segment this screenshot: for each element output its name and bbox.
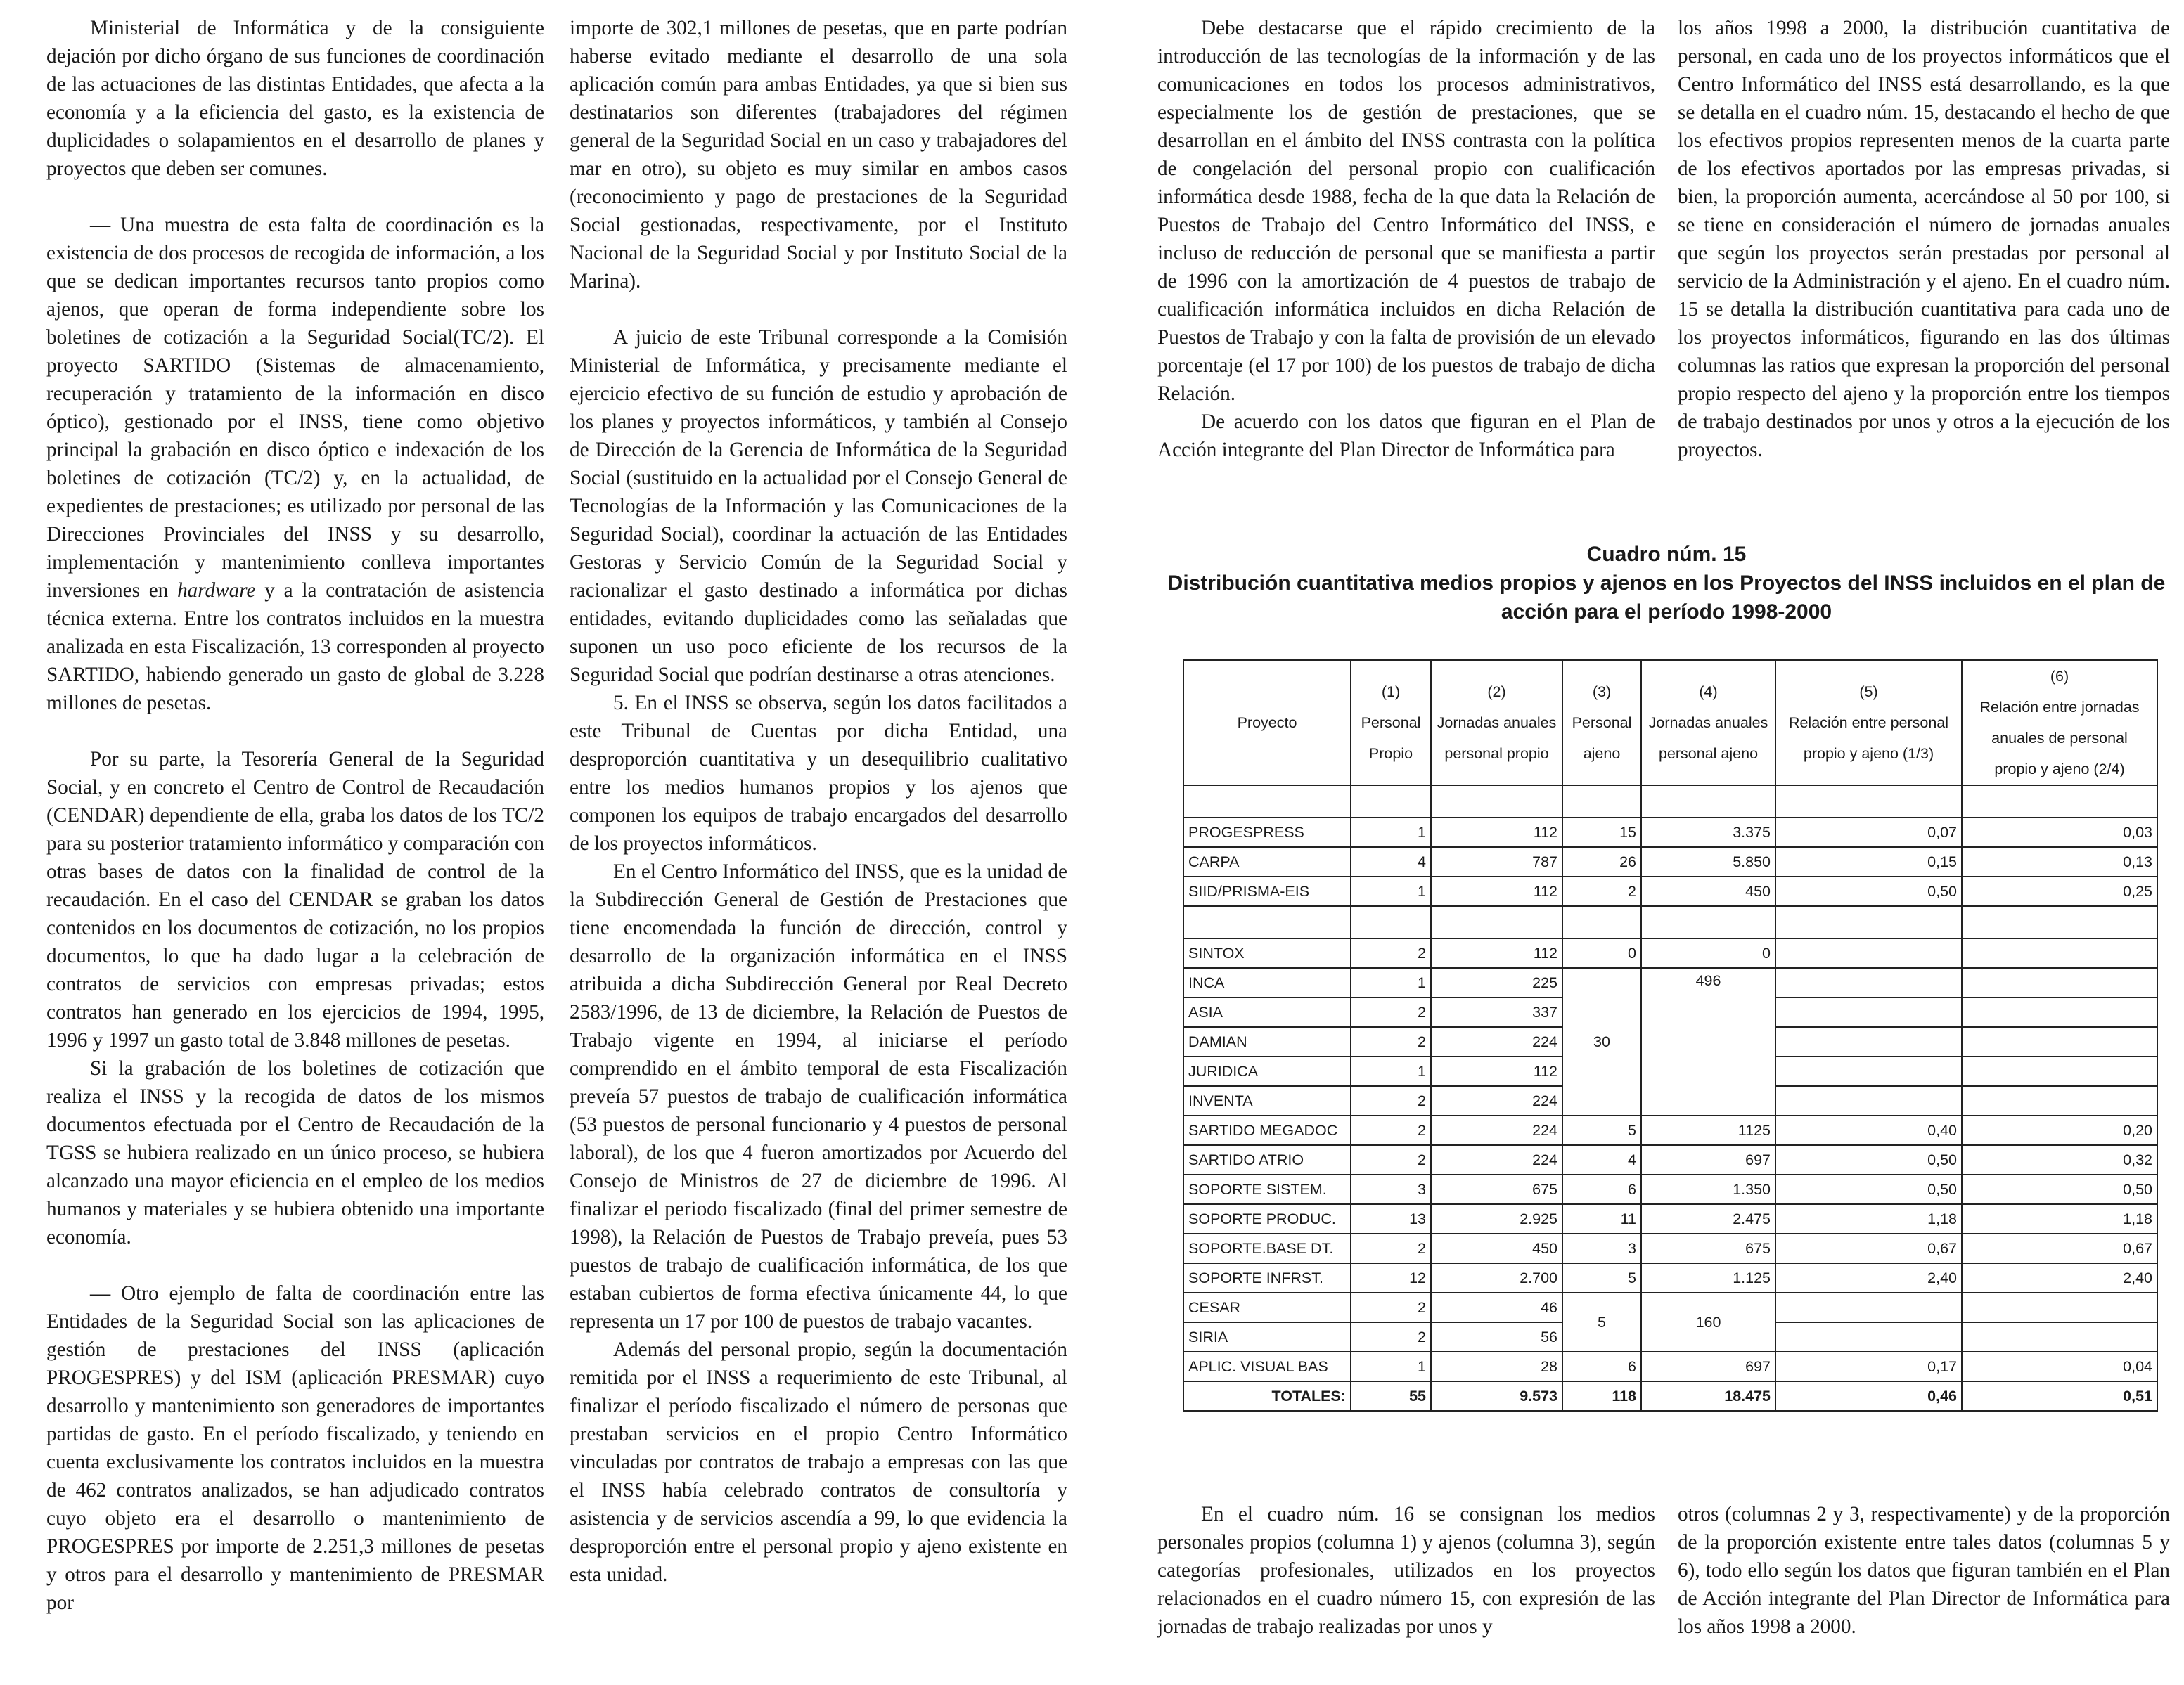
paragraph-text: — Una muestra de esta falta de coordinación es la existencia de dos procesos de recogida de información, a los que se dedican importantes recursos tanto propios como ajenos, que operan de forma independiente sobre los boletines de cotización a la Seguridad Social(TC/2). El proyecto SARTIDO (Sistemas de almacenamiento, recuperación y tratamiento de la información en disco óptico), gestionado por el INSS, tiene como objetivo principal la grabación en disco óptico e indexación de los boletines de cotización (TC/2) y, en la actualidad, de expedientes de prestaciones; es utilizado por personal de las Direcciones Provinciales del INSS y su desarrollo, implementación y mantenimiento conlleva importantes inversiones en <box>46 214 544 602</box>
paragraph: importe de 302,1 millones de pesetas, que en parte podrían haberse evitado mediante el desarrollo de una sola aplicación común para ambas Entidades, ya que si bien sus destinatarios son diferentes (trabajadores del régimen general de la Seguridad Social en un caso y trabajadores del mar en otro), su objeto es muy similar en ambos casos (reconocimiento y pago de prestaciones de la Seguridad Social gestionadas, respectivamente, por el Instituto Nacional de la Seguridad Social y por Instituto Social de la Marina). <box>570 17 1067 292</box>
text-column-6 <box>1678 1500 2170 1641</box>
table-row: SOPORTE INFRST. 12 2.700 5 1.125 2,40 2,40 <box>1183 1263 2157 1293</box>
table-header-row <box>1183 660 2157 785</box>
column-header: (4) Jornadas anuales personal ajeno <box>1641 660 1775 785</box>
table-row: SOPORTE.BASE DT. 2 450 3 675 0,67 0,67 <box>1183 1234 2157 1263</box>
column-header: Proyecto <box>1183 660 1351 785</box>
table-row: SOPORTE SISTEM. 3 675 6 1.350 0,50 0,50 <box>1183 1175 2157 1204</box>
paragraph: 5. En el INSS se observa, según los datos facilitados a este Tribunal de Cuentas por dicha Entidad, una desproporción cuantitativa y un desequilibrio cualitativo entre los medios humanos propios y los ajenos que componen los equipos de trabajo encargados del desarrollo de los proyectos informáticos. <box>570 692 1067 855</box>
table-row: SINTOX 2 112 0 0 <box>1183 938 2157 968</box>
column-header: (2) Jornadas anuales personal propio <box>1431 660 1562 785</box>
table-row: SARTIDO ATRIO 2 224 4 697 0,50 0,32 <box>1183 1145 2157 1175</box>
paragraph: Ministerial de Informática y de la consiguiente dejación por dicho órgano de sus funciones de coordinación de las actuaciones de las distintas Entidades, que afecta a la economía y a la eficiencia del gasto, es la existencia de duplicidades o solapamientos en el desarrollo de planes y proyectos que deben ser comunes. <box>46 17 544 180</box>
paragraph: Además del personal propio, según la documentación remitida por el INSS a requerimiento de este Tribunal, al finalizar el período fiscalizado el número de personas que prestaban servicios en el propio Centro Informático vinculadas por contratos de trabajo a empresas con las que el INSS había celebrado contratos de consultoría y asistencia y de servicios ascendía a 99, lo que evidencia la desproporción entre el personal propio y ajeno existente en esta unidad. <box>570 1338 1067 1586</box>
paragraph: Si la grabación de los boletines de cotización que realiza el INSS y la recogida de datos de los mismos documentos efectuada por el Centro de Recaudación de la TGSS se hubiera realizado en un único proceso, se hubiera alcanzado una mayor eficiencia en el empleo de los medios humanos y materiales y se hubiera obtenido una importante economía. <box>46 1057 544 1248</box>
table-row: SOPORTE PRODUC. 13 2.925 11 2.475 1,18 1,18 <box>1183 1204 2157 1234</box>
table-row: ASIA 2 337 <box>1183 998 2157 1027</box>
merged-cell: 5 <box>1562 1293 1641 1352</box>
column-header: (1) Personal Propio <box>1351 660 1431 785</box>
table-row: DAMIAN 2 224 <box>1183 1027 2157 1057</box>
text-column-1 <box>46 14 544 1645</box>
table-number: Cuadro núm. 15 <box>1586 543 1747 566</box>
column-header: (5) Relación entre personal propio y ajeno (1/3) <box>1775 660 1962 785</box>
italic-term: hardware <box>177 579 256 602</box>
table-row: CARPA 4 787 26 5.850 0,15 0,13 <box>1183 847 2157 877</box>
table-row: APLIC. VISUAL BAS 1 28 6 697 0,17 0,04 <box>1183 1352 2157 1381</box>
table-row-blank <box>1183 785 2157 818</box>
paragraph-text: y a la contratación de asistencia técnica externa. Entre los contratos incluidos en la muestra analizada en esta Fiscalización, 13 corresponden al proyecto SARTIDO, habiendo generado un gasto de global de 3.228 millones de pesetas. <box>46 579 545 714</box>
merged-cell: 496 <box>1641 968 1775 1116</box>
table-row: SIID/PRISMA-EIS 1 112 2 450 0,50 0,25 <box>1183 877 2157 906</box>
paragraph: Por su parte, la Tesorería General de la Seguridad Social, y en concreto el Centro de Control de Recaudación (CENDAR) dependiente de ella, graba los datos de los TC/2 para su posterior tratamiento informático y comparación con otras bases de datos con la finalidad de control de la recaudación. En el caso del CENDAR se graban los datos contenidos en los documentos de cotización, no los propios documentos, lo que ha dado lugar a la celebración de contratos de servicios con empresas privadas; estos contratos han generado en los ejercicios de 1994, 1995, 1996 y 1997 un gasto total de 3.848 millones de pesetas. <box>46 748 544 1052</box>
merged-cell: 30 <box>1562 968 1641 1116</box>
table-row: INCA 1 225 30 496 <box>1183 968 2157 998</box>
table-row: SIRIA 2 56 <box>1183 1322 2157 1352</box>
paragraph <box>46 211 544 717</box>
text-column-4 <box>1678 14 2170 464</box>
column-header: (3) Personal ajeno <box>1562 660 1641 785</box>
table-row: PROGESPRESS 1 112 15 3.375 0,07 0,03 <box>1183 818 2157 847</box>
table-row: CESAR 2 46 5 160 <box>1183 1293 2157 1322</box>
paragraph: A juicio de este Tribunal corresponde a la Comisión Ministerial de Informática, y precisamente mediante el ejercicio efectivo de su función de estudio y aprobación de los planes y proyectos informáticos, y también al Consejo de Dirección de la Gerencia de Informática de la Seguridad Social (sustituido en la actualidad por el Consejo General de Tecnologías de la Información y las Comunicaciones de la Seguridad Social), coordinar la actuación de las Entidades Gestoras y Servicio Común de la Seguridad Social y racionalizar el gasto destinado a informática por dichas entidades, evitando duplicidades como las señaladas que suponen un uso poco eficiente de los recursos de la Seguridad Social que podrían destinarse a otras atenciones. <box>570 326 1067 686</box>
text-column-2 <box>570 14 1067 1589</box>
paragraph: De acuerdo con los datos que figuran en el Plan de Acción integrante del Plan Director de Informática para <box>1157 411 1655 461</box>
text-column-5 <box>1157 1500 1655 1641</box>
data-table <box>1183 659 2158 1412</box>
merged-cell: 160 <box>1641 1293 1775 1352</box>
table-row: INVENTA 2 224 <box>1183 1086 2157 1116</box>
table-row: SARTIDO MEGADOC 2 224 5 1125 0,40 0,20 <box>1183 1116 2157 1145</box>
paragraph: En el Centro Informático del INSS, que es la unidad de la Subdirección General de Gestión de Prestaciones que tiene encomendada la función de dirección, control y desarrollo de la organización informática en el INSS atribuida a dicha Subdirección General por Real Decreto 2583/1996, de 13 de diciembre, la Relación de Puestos de Trabajo vigente en 1994, al iniciarse el período comprendido en el ámbito temporal de esta Fiscalización preveía 57 puestos de trabajo de cualificación informática (53 puestos de personal funcionario y 4 puestos de personal laboral), de los que 4 fueron amortizados por Acuerdo del Consejo de Ministros de 27 de diciembre de 1996. Al finalizar el periodo fiscalizado (final del primer semestre de 1998), la Relación de Puestos de Trabajo preveía, pues 53 puestos de trabajo de cualificación informática, de los que estaban cubiertos de forma efectiva únicamente 44, lo que representa un 17 por 100 de puestos de trabajo vacantes. <box>570 860 1067 1333</box>
paragraph: En el cuadro núm. 16 se consignan los medios personales propios (columna 1) y ajenos (columna 3), según categorías profesionales, utilizados en los proyectos relacionados en el cuadro número 15, con expresión de las jornadas de trabajo realizadas por unos y <box>1157 1503 1655 1638</box>
paragraph: los años 1998 a 2000, la distribución cuantitativa de personal, en cada uno de los proyectos informáticos que el Centro Informático del INSS está desarrollando, es la que se detalla en el cuadro núm. 15, destacando el hecho de que los efectivos propios representen menos de la cuarta parte de los efectivos aportados por las empresas privadas, si bien, la proporción aumenta, acercándose al 50 por 100, si se tiene en consideración el número de jornadas anuales que según los proyectos serán prestadas por personal al servicio de la Administración y el ajeno. En el cuadro núm. 15 se detalla la distribución cuantitativa para cada uno de los proyectos informáticos, figurando en las dos últimas columnas las ratios que expresan la proporción del personal propio respecto del ajeno y la proporción entre los tiempos de trabajo destinados por unos y otros a la ejecución de los proyectos. <box>1678 17 2170 461</box>
paragraph: — Otro ejemplo de falta de coordinación entre las Entidades de la Seguridad Social son las aplicaciones de gestión de prestaciones del INSS (aplicación PROGESPRES) y del ISM (aplicación PRESMAR) cuyo desarrollo y mantenimiento son generadores de importantes partidas de gasto. En el período fiscalizado, y teniendo en cuenta exclusivamente los contratos incluidos en la muestra de 462 contratos analizados, se han adjudicado contratos cuyo objeto era el desarrollo o mantenimiento de PROGESPRES por importe de 2.251,3 millones de pesetas y otros para el desarrollo y mantenimiento de PRESMAR por <box>46 1282 544 1614</box>
paragraph: Debe destacarse que el rápido crecimiento de la introducción de las tecnologías de la información y de las comunicaciones en todos los procesos administrativos, especialmente los de gestión de prestaciones, que se desarrollan en el ámbito del INSS contrasta con la política de congelación del personal propio con cualificación informática desde 1988, fecha de la que data la Relación de Puestos de Trabajo del Centro Informático del INSS, e incluso de reducción de personal que se manifiesta a partir de 1996 con la amortización de 4 puestos de trabajo de cualificación informática incluidos en dicha Relación de Puestos de Trabajo y con la falta de provisión de un elevado porcentaje (el 17 por 100) de los puestos de trabajo de dicha Relación. <box>1157 17 1655 405</box>
paragraph: otros (columnas 2 y 3, respectivamente) y de la proporción de la proporción existente entre tales datos (columnas 5 y 6), todo ello según los datos que figuran también en el Plan de Acción integrante del Plan Director de Informática para los años 1998 a 2000. <box>1678 1503 2170 1638</box>
column-header: (6) Relación entre jornadas anuales de personal propio y ajeno (2/4) <box>1962 660 2157 785</box>
table-title: Distribución cuantitativa medios propios y ajenos en los Proyectos del INSS incluidos en el plan de acción para el período 1998-2000 <box>1167 572 2166 624</box>
table-row-blank <box>1183 906 2157 938</box>
text-column-3 <box>1157 14 1655 464</box>
table-row: JURIDICA 1 112 <box>1183 1057 2157 1086</box>
table-caption <box>1167 540 2166 626</box>
table-totals-row: TOTALES: 55 9.573 118 18.475 0,46 0,51 <box>1183 1381 2157 1411</box>
